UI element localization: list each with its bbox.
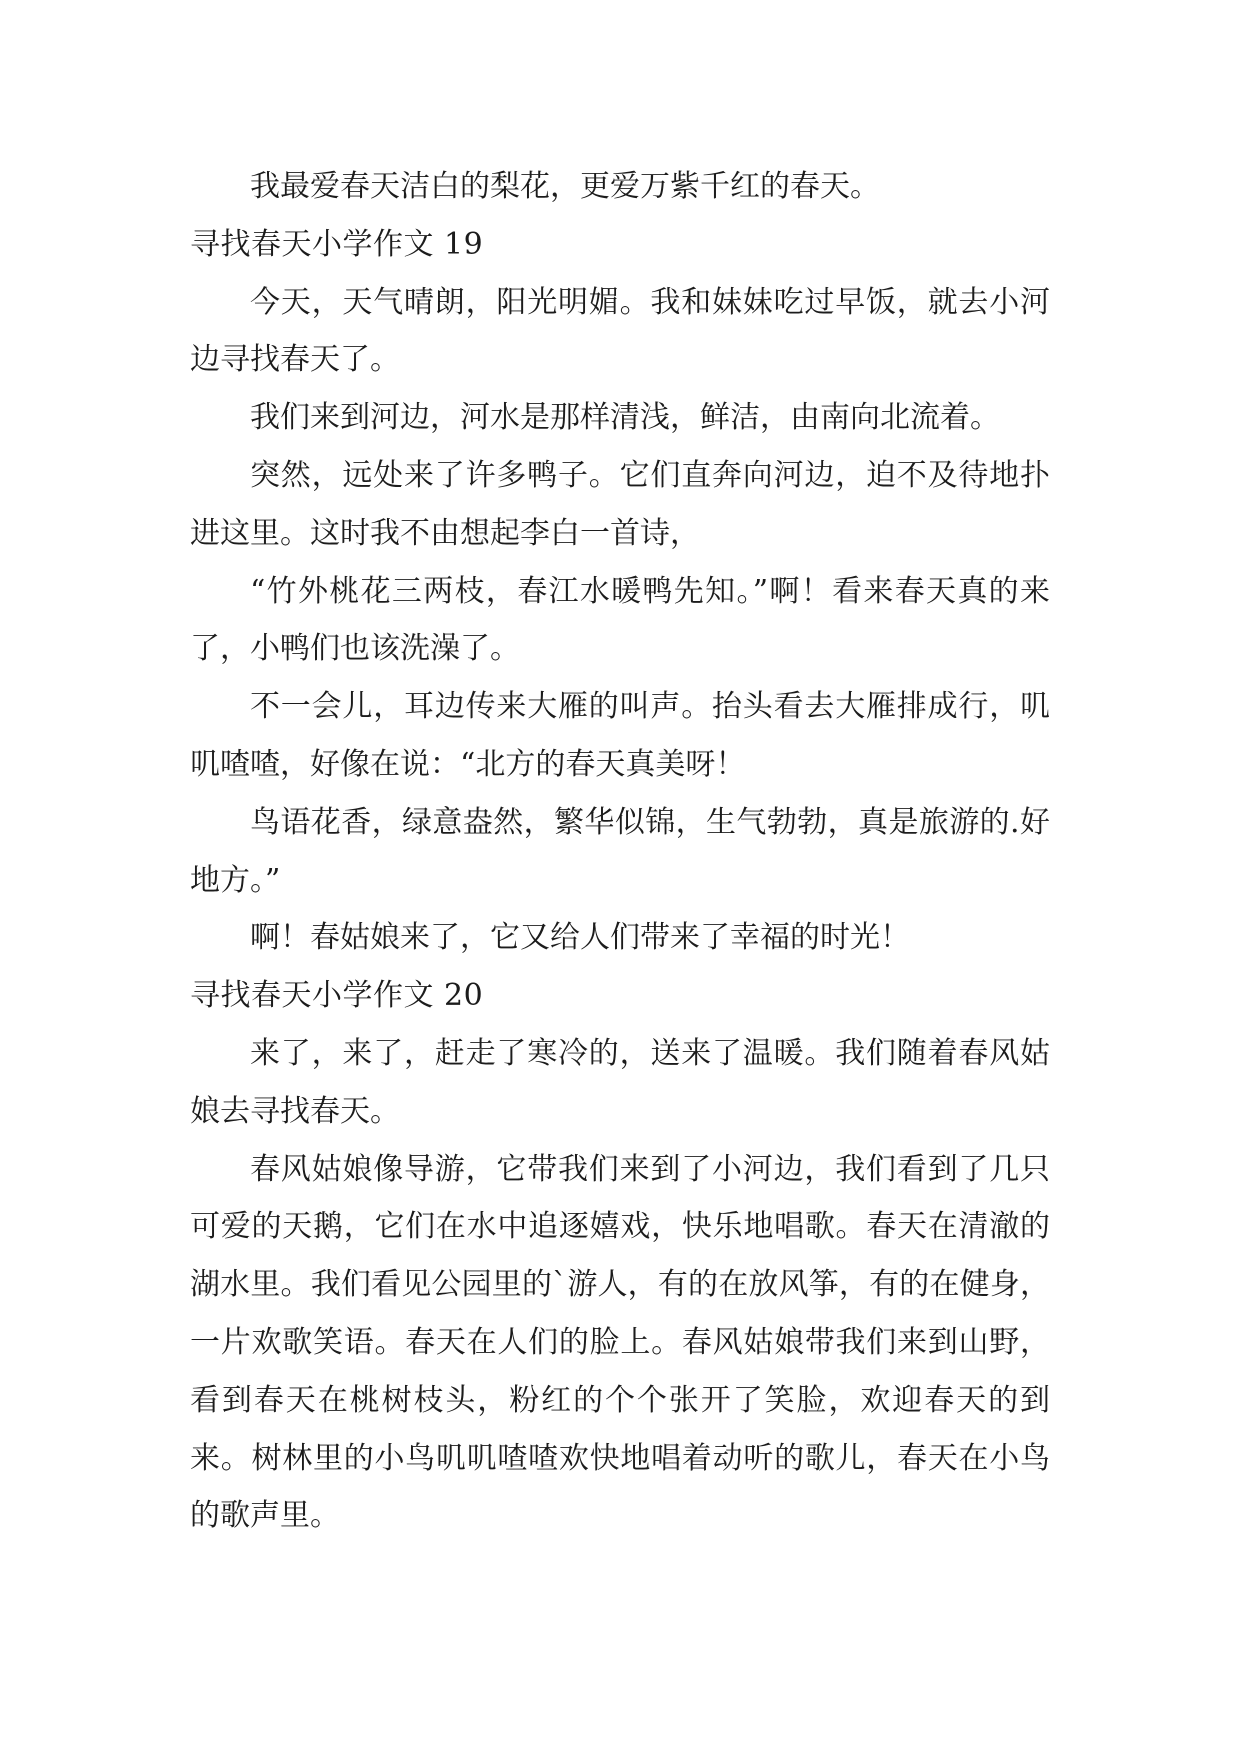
- paragraph: 我最爱春天洁白的梨花，更爱万紫千红的春天。: [250, 169, 880, 204]
- paragraph: 不一会儿，耳边传来大雁的叫声。抬头看去大雁排成行，叽叽喳喳，好像在说：“北方的春天真美呀！: [190, 689, 1050, 782]
- paragraph: 我们来到河边，河水是那样清浅，鲜洁，由南向北流着。: [250, 400, 1000, 436]
- paragraph: “竹外桃花三两枝，春江水暖鸭先知。”啊！看来春天真的来了，小鸭们也该洗澡了。: [190, 573, 1050, 667]
- essay-heading: 寻找春天小学作文 19: [190, 226, 484, 262]
- paragraph: 突然，远处来了许多鸭子。它们直奔向河边，迫不及待地扑进这里。这时我不由想起李白一首诗，: [190, 457, 1050, 551]
- paragraph: 春风姑娘像导游，它带我们来到了小河边，我们看到了几只可爱的天鹅，它们在水中追逐嬉戏，快乐地唱歌。春天在清澈的湖水里。我们看见公园里的`游人，有的在放风筝，有的在健身，一片欢歌笑语。春天在人们的脸上。春风姑娘带我们来到山野，看到春天在桃树枝头，粉红的个个张开了笑脸，欢迎春天的到来。树林里的小鸟叽叽喳喳欢快地唱着动听的歌儿，春天在小鸟的歌声里。: [190, 1151, 1050, 1534]
- paragraph: 啊！春姑娘来了，它又给人们带来了幸福的时光！: [250, 920, 910, 956]
- paragraph: 来了，来了，赶走了寒冷的，送来了温暖。我们随着春风姑娘去寻找春天。: [190, 1035, 1050, 1129]
- paragraph: 鸟语花香，绿意盎然，繁华似锦，生气勃勃，真是旅游的.好地方。”: [190, 804, 1050, 898]
- document-body: [190, 158, 1050, 1545]
- paragraph: 今天，天气晴朗，阳光明媚。我和妹妹吃过早饭，就去小河边寻找春天了。: [190, 284, 1050, 378]
- essay-heading: 寻找春天小学作文 20: [190, 978, 484, 1014]
